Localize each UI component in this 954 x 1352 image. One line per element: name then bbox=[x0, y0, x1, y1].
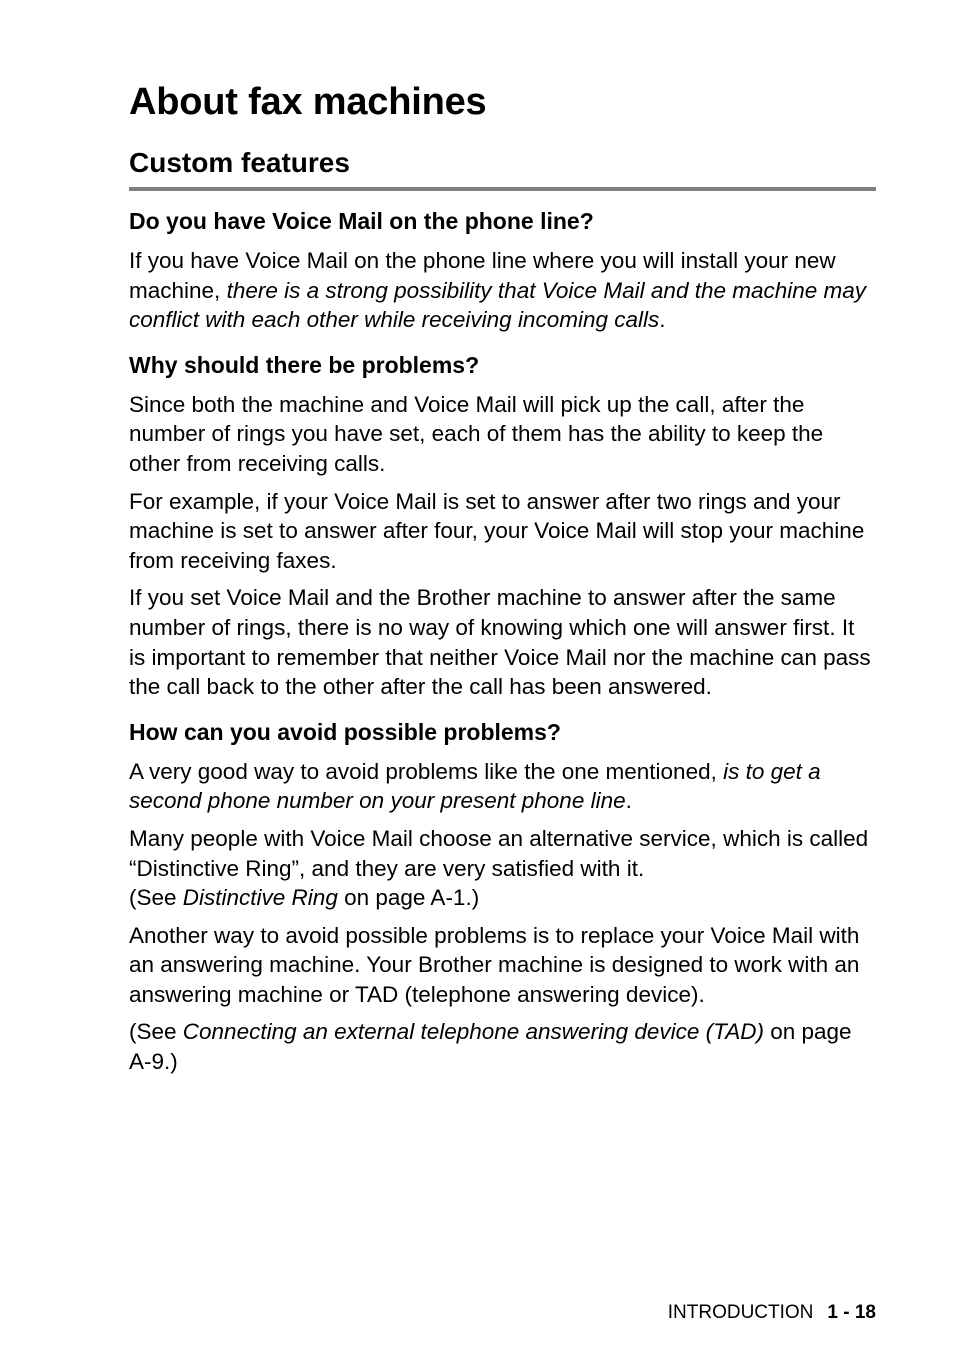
cross-reference-distinctive-ring: Distinctive Ring bbox=[182, 885, 338, 911]
text-run: on page A-1.) bbox=[337, 885, 480, 911]
text-run: on page A-9.) bbox=[129, 1019, 852, 1075]
page-number: 1 - 18 bbox=[827, 1302, 876, 1323]
text-run: If you have Voice Mail on the phone line where you will install your new machine, bbox=[129, 248, 836, 303]
footer-chapter: INTRODUCTION bbox=[667, 1302, 814, 1323]
text-run: . bbox=[625, 788, 632, 814]
text-run: A very good way to avoid problems like the one mentioned, bbox=[129, 758, 724, 784]
page-title: About fax machines bbox=[129, 81, 487, 123]
section-heading: Custom features bbox=[129, 146, 876, 191]
document-page bbox=[129, 78, 876, 1077]
subheading-voice-mail: Do you have Voice Mail on the phone line? bbox=[129, 208, 594, 234]
subheading-why-problems: Why should there be problems? bbox=[129, 351, 480, 378]
paragraph-avoid-2 bbox=[129, 824, 876, 913]
paragraph-avoid-4 bbox=[129, 1017, 876, 1076]
paragraph-voice-mail bbox=[129, 246, 876, 335]
emphasis-text: is to get a second phone number on your present phone line bbox=[129, 758, 821, 814]
paragraph-avoid-1 bbox=[129, 757, 876, 816]
paragraph-why-2: For example, if your Voice Mail is set to answer after two rings and your machine is set to answer after four, your Voice Mail will stop your machine from receiving faxes. bbox=[129, 488, 865, 573]
subheading-avoid-problems: How can you avoid possible problems? bbox=[129, 718, 561, 745]
emphasis-text: there is a strong possibility that Voice Mail and the machine may conflict with each other while receiving incoming calls bbox=[129, 277, 867, 333]
paragraph-why-1: Since both the machine and Voice Mail will pick up the call, after the number of rings you have set, each of them has the ability to keep the other from receiving calls. bbox=[129, 391, 824, 476]
text-run: (See bbox=[129, 885, 183, 911]
cross-reference-tad: Connecting an external telephone answering device (TAD) bbox=[182, 1019, 764, 1045]
text-run: . bbox=[659, 307, 666, 333]
paragraph-why-3: If you set Voice Mail and the Brother machine to answer after the same number of rings, there is no way of knowing which one will answer first. It is important to remember that neither Voice Mail nor the machine can pass the call back to the other after the call has been answered. bbox=[129, 585, 871, 700]
text-run: (See bbox=[129, 1019, 183, 1045]
page-footer bbox=[668, 1300, 876, 1326]
paragraph-avoid-3: Another way to avoid possible problems is to replace your Voice Mail with an answering machine. Your Brother machine is designed to work with an answering machine or TAD (telephone answering device). bbox=[129, 922, 860, 1007]
text-run: Many people with Voice Mail choose an alternative service, which is called “Distinctive Ring”, and they are very satisfied with it. bbox=[129, 825, 869, 881]
